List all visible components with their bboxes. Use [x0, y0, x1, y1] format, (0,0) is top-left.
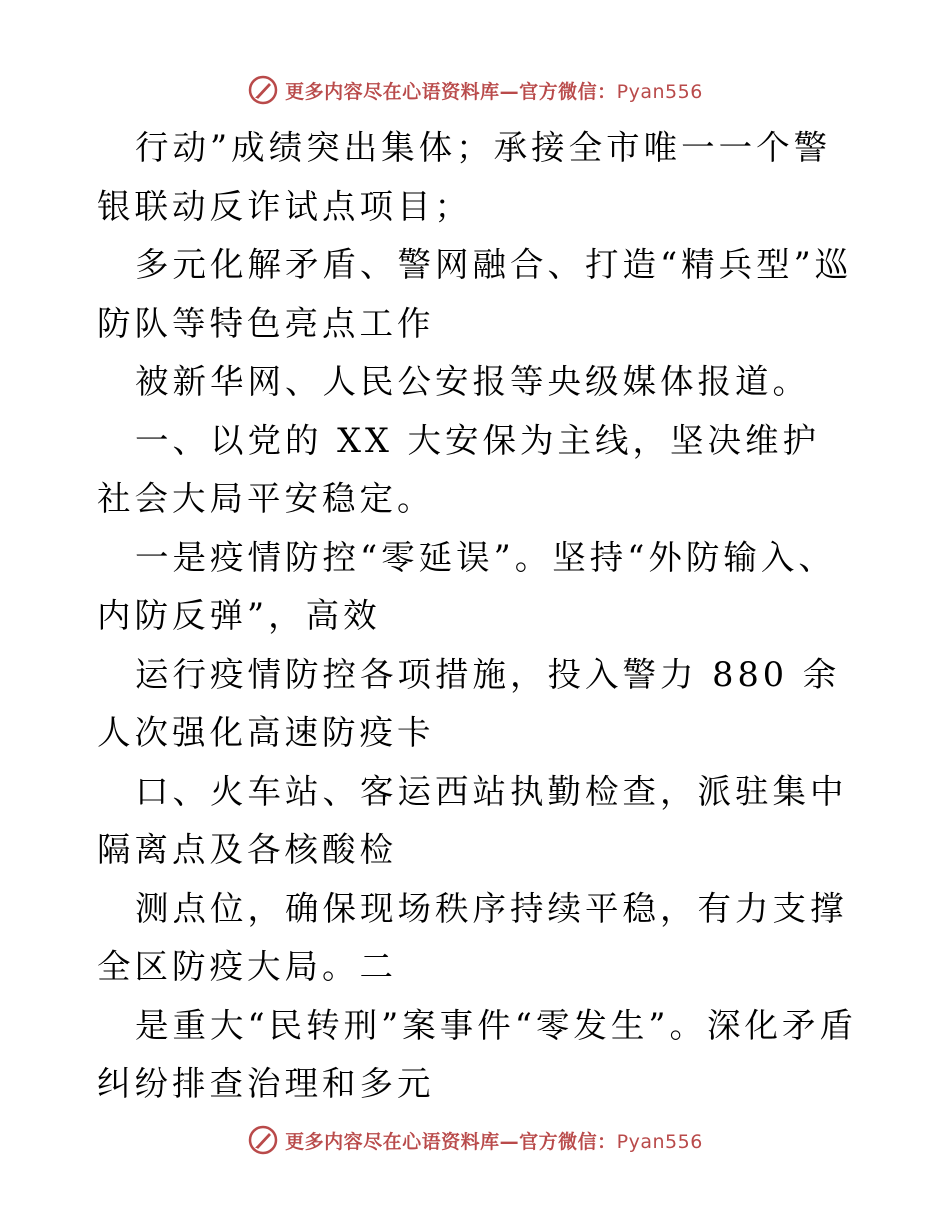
footer-watermark — [0, 1120, 950, 1160]
watermark-label: 更多内容尽在心语资料库—官方微信： — [285, 1130, 617, 1153]
paragraph: 口、火车站、客运西站执勤检查，派驻集中隔离点及各核酸检 — [97, 771, 848, 869]
paragraph: 运行疫情防控各项措施，投入警力 880 余人次强化高速防疫卡 — [97, 654, 841, 752]
paragraph: 多元化解矛盾、警网融合、打造“精兵型”巡防队等特色亮点工作 — [97, 245, 853, 343]
watermark-text — [285, 77, 703, 104]
paragraph: 一是疫情防控“零延误”。坚持“外防输入、内防反弹”，高效 — [97, 537, 836, 635]
quill-seal-icon — [247, 74, 279, 106]
header-watermark — [0, 70, 950, 110]
quill-seal-icon — [247, 1124, 279, 1156]
watermark-handle: Pyan556 — [616, 80, 703, 103]
paragraph: 是重大“民转刑”案事件“零发生”。深化矛盾纠纷排查治理和多元 — [97, 1005, 858, 1103]
paragraph: 行动”成绩突出集体；承接全市唯一一个警银联动反诈试点项目； — [97, 128, 832, 226]
watermark-handle: Pyan556 — [616, 1130, 703, 1153]
paragraph: 一、以党的 XX 大安保为主线，坚决维护社会大局平安稳定。 — [97, 420, 820, 518]
watermark-label: 更多内容尽在心语资料库—官方微信： — [285, 80, 617, 103]
paragraph: 测点位，确保现场秩序持续平稳，有力支撑全区防疫大局。二 — [97, 888, 848, 986]
paragraph: 被新华网、人民公安报等央级媒体报道。 — [135, 362, 810, 401]
watermark-text — [285, 1127, 703, 1154]
document-body — [97, 119, 857, 1114]
